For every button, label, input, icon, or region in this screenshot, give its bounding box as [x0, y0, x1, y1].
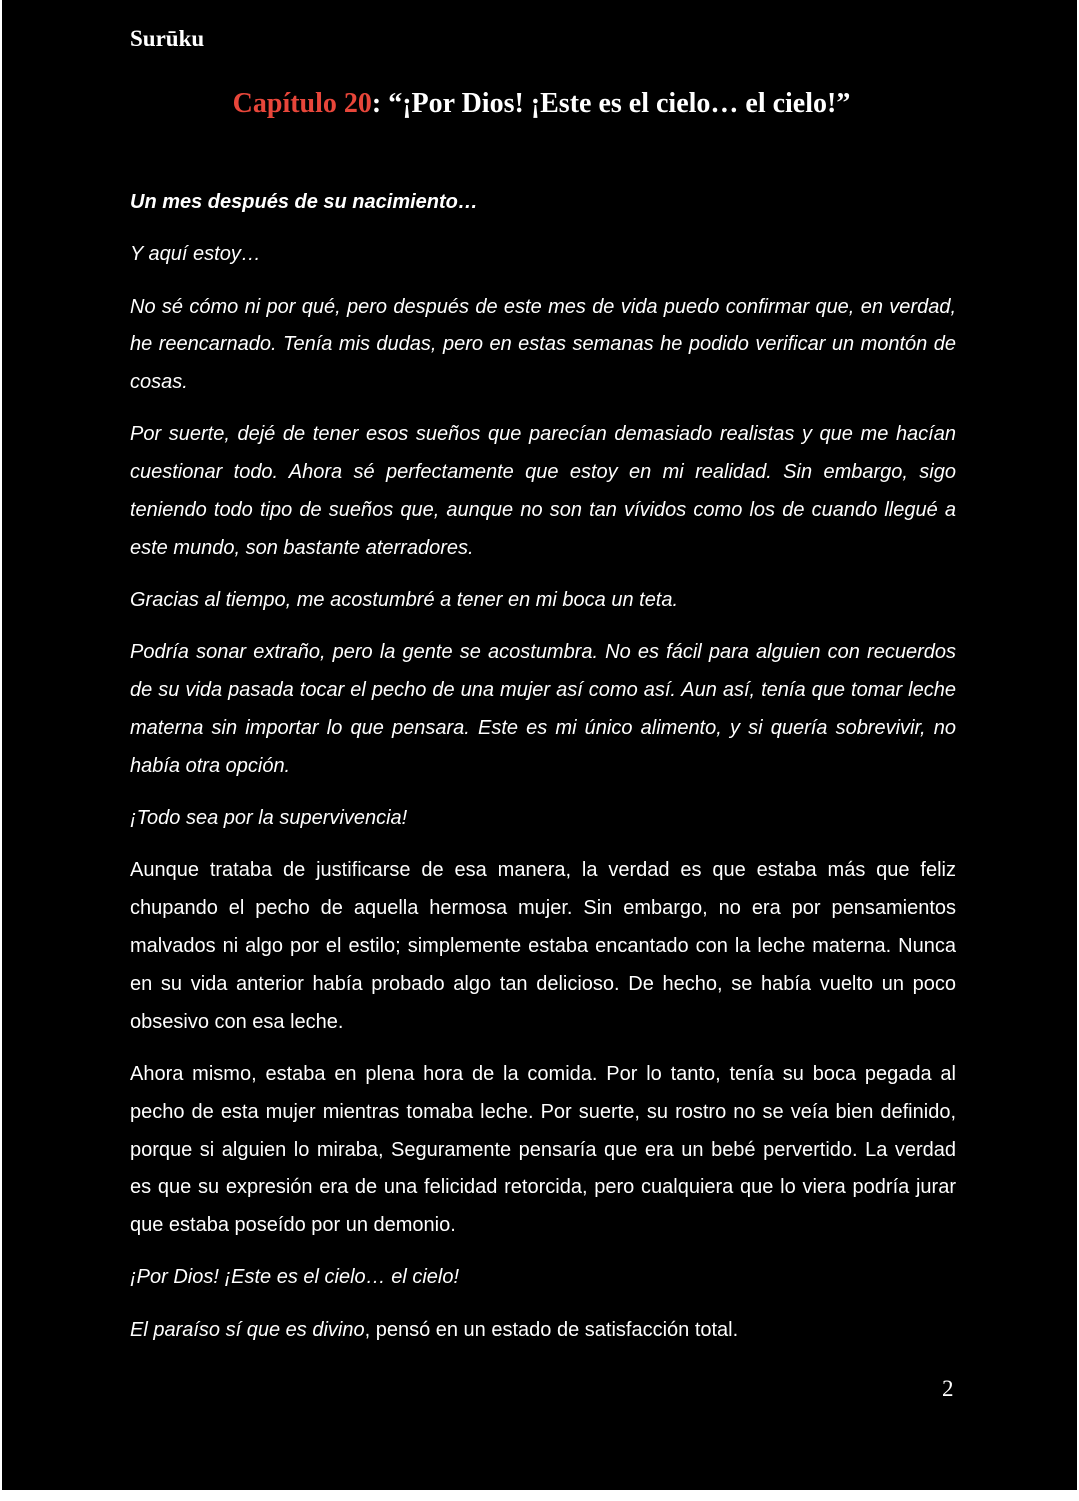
scene-heading: Un mes después de su nacimiento… [130, 191, 478, 213]
author-header: Surūku [130, 26, 205, 51]
paragraph: Podría sonar extraño, pero la gente se acostumbra. No es fácil para alguien con recuerdos de su vida pasada tocar el pecho de una mujer así como así. Aun así, tenía que tomar leche materna sin importar lo que pensara. Este es mi único alimento, y si quería sobrevivir, no había otra opción. [130, 641, 956, 777]
italic-thought: El paraíso sí que es divino [130, 1318, 365, 1341]
chapter-title [2, 88, 1077, 120]
paragraph: Por suerte, dejé de tener esos sueños que parecían demasiado realistas y que me hacían cuestionar todo. Ahora sé perfectamente que estoy en mi realidad. Sin embargo, sigo teniendo todo tipo de sueños que, aunque no son tan vívidos como los de cuando llegué a este mundo, son bastante aterradores. [130, 423, 956, 559]
paragraph: No sé cómo ni por qué, pero después de este mes de vida puedo confirmar que, en verdad, he reencarnado. Tenía mis dudas, pero en estas semanas he podido verificar un montón de cosas. [130, 295, 956, 394]
paragraph-rest: , pensó en un estado de satisfacción total. [364, 1318, 739, 1341]
chapter-title-text: : “¡Por Dios! ¡Este es el cielo… el cielo!” [371, 88, 851, 119]
paragraph: Aunque trataba de justificarse de esa manera, la verdad es que estaba más que feliz chupando el pecho de aquella hermosa mujer. Sin embargo, no era por pensamientos malvados ni algo por el estilo; simplemente estaba encantado con la leche materna. Nunca en su vida anterior había probado algo tan delicioso. De hecho, se había vuelto un poco obsesivo con esa leche. [130, 859, 956, 1033]
chapter-body [130, 184, 956, 1364]
chapter-number: Capítulo 20 [232, 88, 372, 119]
page-number: 2 [942, 1376, 954, 1401]
paragraph: Ahora mismo, estaba en plena hora de la comida. Por lo tanto, tenía su boca pegada al pecho de esta mujer mientras tomaba leche. Por suerte, su rostro no se veía bien definido, porque si alguien lo miraba, Seguramente pensaría que era un bebé pervertido. La verdad es que su expresión era de una felicidad retorcida, pero cualquiera que lo viera podría jurar que estaba poseído por un demonio. [130, 1062, 956, 1237]
paragraph-final [130, 1312, 956, 1350]
paragraph: Gracias al tiempo, me acostumbré a tener en mi boca un teta. [130, 589, 679, 612]
document-page [2, 0, 1077, 1490]
paragraph: ¡Todo sea por la supervivencia! [130, 807, 408, 830]
page-bottom-margin [0, 1490, 1079, 1501]
paragraph: Y aquí estoy… [130, 243, 261, 266]
paragraph: ¡Por Dios! ¡Este es el cielo… el cielo! [130, 1266, 460, 1289]
